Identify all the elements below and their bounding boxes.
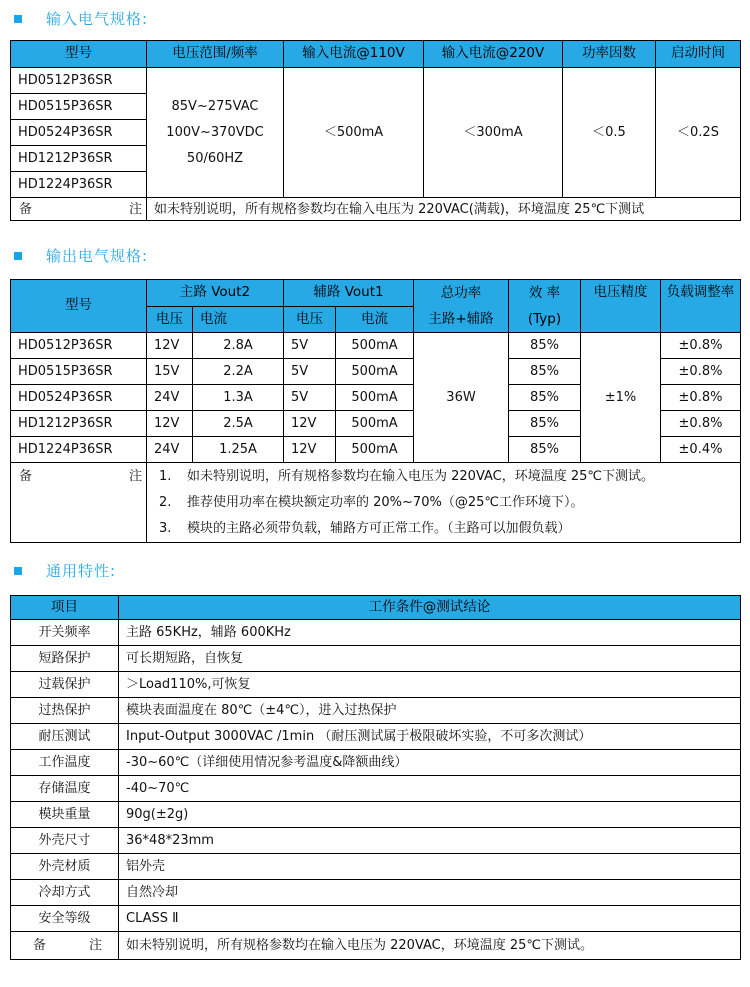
header-power-factor: 功率因数: [563, 41, 656, 68]
header-main-current: 电流: [193, 306, 284, 333]
load-regulation-cell: ±0.8%: [661, 385, 741, 411]
value-cell: 可长期短路，自恢复: [119, 646, 741, 672]
note-text: 如未特别说明，所有规格参数均在输入电压为 220VAC(满载)，环境温度 25℃下测试: [147, 198, 741, 221]
note-label-char: 注: [128, 469, 142, 484]
notes-cell: [147, 463, 741, 543]
header-voltage-range: 电压范围/频率: [147, 41, 284, 68]
header-voltage-accuracy: 电压精度: [581, 280, 661, 333]
model-cell: HD0524P36SR: [11, 385, 147, 411]
item-cell: 存储温度: [11, 776, 119, 802]
note-label-cell: [11, 198, 147, 221]
model-cell: HD1212P36SR: [11, 411, 147, 437]
input-spec-heading: [14, 8, 148, 28]
header-model: 型号: [11, 41, 147, 68]
input-spec-table: [10, 40, 741, 221]
note-item: [149, 516, 738, 542]
voltage-accuracy-cell: ±1%: [581, 333, 661, 463]
model-cell: HD0512P36SR: [11, 68, 147, 94]
model-cell: HD1212P36SR: [11, 146, 147, 172]
item-cell: 安全等级: [11, 906, 119, 932]
current-110v-cell: ＜500mA: [284, 68, 424, 198]
note-label-cell: [11, 463, 147, 543]
model-cell: HD0515P36SR: [11, 94, 147, 120]
main-current-cell: 2.2A: [193, 359, 284, 385]
header-startup-time: 启动时间: [656, 41, 741, 68]
aux-voltage-cell: 12V: [284, 411, 336, 437]
note-label-char: 备: [19, 201, 33, 217]
item-cell: 开关频率: [11, 620, 119, 646]
main-current-cell: 1.3A: [193, 385, 284, 411]
value-cell: 模块表面温度在 80℃（±4℃），进入过热保护: [119, 698, 741, 724]
load-regulation-cell: ±0.8%: [661, 411, 741, 437]
aux-voltage-cell: 5V: [284, 333, 336, 359]
note-number: 1.: [159, 469, 172, 484]
square-bullet-icon: [14, 252, 22, 260]
model-cell: HD1224P36SR: [11, 437, 147, 463]
item-cell: 外壳尺寸: [11, 828, 119, 854]
value-cell: 36*48*23mm: [119, 828, 741, 854]
output-spec-title: 输出电气规格:: [46, 246, 149, 265]
general-spec-table: [10, 595, 741, 960]
aux-current-cell: 500mA: [336, 333, 414, 359]
aux-current-cell: 500mA: [336, 359, 414, 385]
efficiency-cell: 85%: [509, 385, 581, 411]
value-cell: 90g(±2g): [119, 802, 741, 828]
value-cell: 主路 65KHz，辅路 600KHz: [119, 620, 741, 646]
model-cell: HD1224P36SR: [11, 172, 147, 198]
value-cell: Input-Output 3000VAC /1min （耐压测试属于极限破坏实验，不可多次测试）: [119, 724, 741, 750]
value-cell: -30~60℃（详细使用情况参考温度&降额曲线）: [119, 750, 741, 776]
power-factor-cell: ＜0.5: [563, 68, 656, 198]
item-cell: 过热保护: [11, 698, 119, 724]
square-bullet-icon: [14, 15, 22, 23]
startup-time-cell: ＜0.2S: [656, 68, 741, 198]
item-cell: 耐压测试: [11, 724, 119, 750]
item-cell: 短路保护: [11, 646, 119, 672]
header-condition: 工作条件@测试结论: [119, 596, 741, 620]
square-bullet-icon: [14, 567, 22, 575]
input-spec-title: 输入电气规格:: [46, 9, 149, 28]
note-text: 推荐使用功率在模块额定功率的 20%~70%（@25℃工作环境下）。: [187, 495, 584, 510]
note-label-char: 备: [33, 938, 47, 953]
voltage-range-cell: [147, 68, 284, 198]
note-number: 3.: [159, 521, 172, 536]
efficiency-cell: 85%: [509, 437, 581, 463]
note-number: 2.: [159, 495, 172, 510]
header-current-220v: 输入电流@220V: [424, 41, 563, 68]
header-model: 型号: [11, 280, 147, 333]
efficiency-cell: 85%: [509, 359, 581, 385]
item-cell: 冷却方式: [11, 880, 119, 906]
value-cell: ＞Load110%,可恢复: [119, 672, 741, 698]
main-current-cell: 2.5A: [193, 411, 284, 437]
aux-current-cell: 500mA: [336, 437, 414, 463]
note-item: [149, 490, 738, 516]
header-aux-output: 辅路 Vout1: [284, 280, 414, 307]
header-item: 项目: [11, 596, 119, 620]
item-cell: 外壳材质: [11, 854, 119, 880]
header-efficiency: [509, 280, 581, 333]
main-current-cell: 1.25A: [193, 437, 284, 463]
aux-voltage-cell: 5V: [284, 359, 336, 385]
header-aux-voltage: 电压: [284, 306, 336, 333]
note-label-char: 注: [128, 201, 142, 217]
value-cell: 自然冷却: [119, 880, 741, 906]
model-cell: HD0512P36SR: [11, 333, 147, 359]
note-label-char: 注: [88, 938, 102, 953]
note-label-cell: [11, 932, 119, 960]
header-main-voltage: 电压: [147, 306, 193, 333]
value-cell: -40~70℃: [119, 776, 741, 802]
aux-current-cell: 500mA: [336, 411, 414, 437]
note-text: 模块的主路必须带负载，辅路方可正常工作。（主路可以加假负载）: [187, 521, 571, 536]
value-cell: 铝外壳: [119, 854, 741, 880]
aux-voltage-cell: 5V: [284, 385, 336, 411]
note-label-char: 备: [19, 469, 33, 484]
main-voltage-cell: 15V: [147, 359, 193, 385]
output-spec-heading: [14, 245, 148, 265]
item-cell: 模块重量: [11, 802, 119, 828]
total-power-cell: 36W: [414, 333, 509, 463]
main-voltage-cell: 24V: [147, 385, 193, 411]
general-spec-title: 通用特性:: [46, 561, 117, 580]
header-main-output: 主路 Vout2: [147, 280, 284, 307]
value-cell: CLASS Ⅱ: [119, 906, 741, 932]
current-220v-cell: ＜300mA: [424, 68, 563, 198]
header-total-power-sub: 主路+辅路: [428, 311, 494, 327]
efficiency-cell: 85%: [509, 333, 581, 359]
voltage-line: 50/60HZ: [186, 150, 244, 166]
item-cell: 工作温度: [11, 750, 119, 776]
item-cell: 过载保护: [11, 672, 119, 698]
general-spec-heading: [14, 560, 116, 580]
note-text: 如未特别说明，所有规格参数均在输入电压为 220VAC，环境温度 25℃下测试。: [119, 932, 741, 960]
efficiency-cell: 85%: [509, 411, 581, 437]
model-cell: HD0524P36SR: [11, 120, 147, 146]
voltage-line: 100V~370VDC: [166, 124, 264, 140]
header-efficiency-sub: (Typ): [527, 311, 562, 327]
note-text: 如未特别说明，所有规格参数均在输入电压为 220VAC，环境温度 25℃下测试。: [187, 469, 655, 484]
main-current-cell: 2.8A: [193, 333, 284, 359]
load-regulation-cell: ±0.8%: [661, 359, 741, 385]
model-cell: HD0515P36SR: [11, 359, 147, 385]
aux-voltage-cell: 12V: [284, 437, 336, 463]
voltage-line: 85V~275VAC: [171, 98, 259, 114]
load-regulation-cell: ±0.4%: [661, 437, 741, 463]
main-voltage-cell: 12V: [147, 333, 193, 359]
header-total-power: [414, 280, 509, 333]
main-voltage-cell: 24V: [147, 437, 193, 463]
header-load-regulation: 负载调整率: [661, 280, 741, 333]
main-voltage-cell: 12V: [147, 411, 193, 437]
header-total-power-label: 总功率: [440, 285, 482, 301]
output-spec-table: [10, 279, 741, 543]
header-aux-current: 电流: [336, 306, 414, 333]
header-efficiency-label: 效 率: [528, 285, 561, 301]
load-regulation-cell: ±0.8%: [661, 333, 741, 359]
note-item: [149, 464, 738, 490]
aux-current-cell: 500mA: [336, 385, 414, 411]
header-current-110v: 输入电流@110V: [284, 41, 424, 68]
